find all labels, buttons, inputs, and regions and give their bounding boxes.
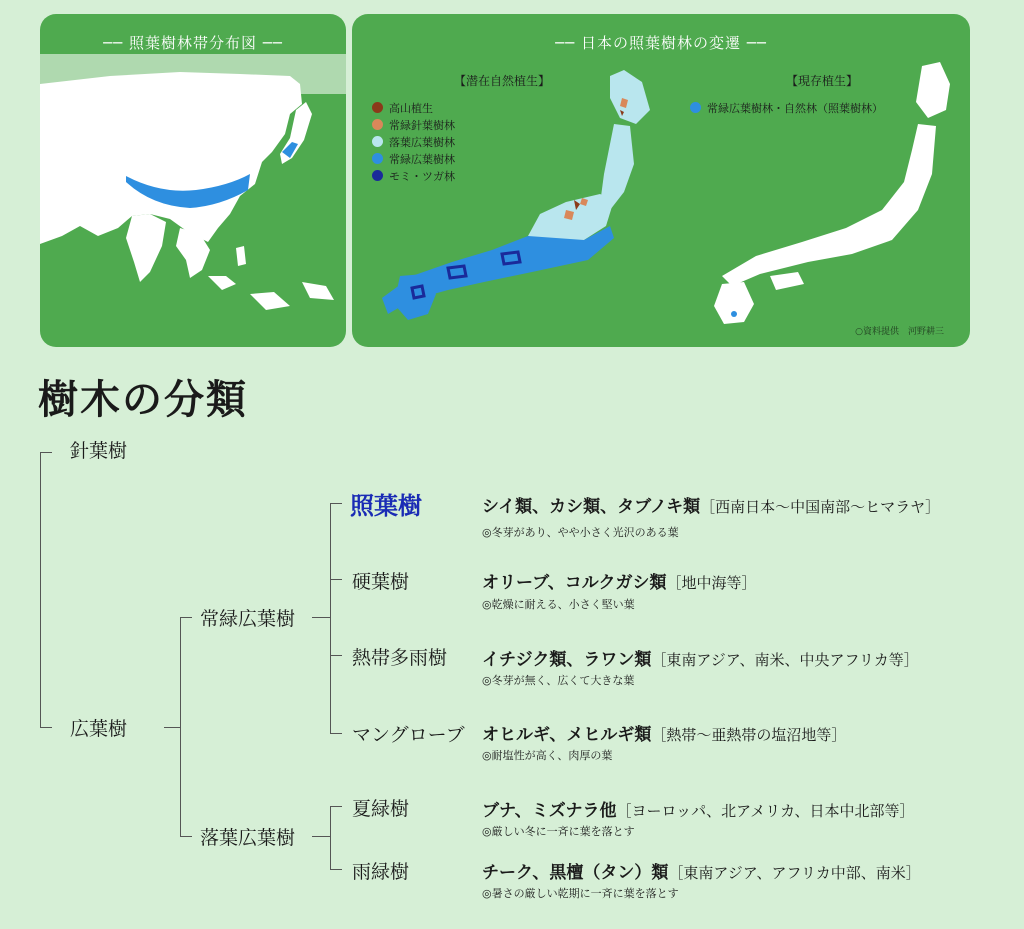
classification-title: 樹木の分類 bbox=[38, 376, 248, 423]
tree-line bbox=[330, 503, 331, 733]
current-shikoku bbox=[770, 272, 804, 290]
legend-item: モミ・ツガ林 bbox=[372, 167, 550, 184]
tree-line bbox=[330, 806, 331, 869]
summer-green-node: 夏緑樹 bbox=[352, 798, 410, 820]
tree-line bbox=[312, 617, 330, 618]
tree-line bbox=[40, 452, 41, 727]
conifer-node: 針葉樹 bbox=[70, 440, 128, 462]
type-example: オリーブ、コルクガシ類［地中海等］ bbox=[482, 573, 757, 593]
legend-item: 落葉広葉樹林 bbox=[372, 133, 550, 150]
tree-line bbox=[180, 617, 181, 836]
type-note: ◎冬芽が無く、広くて大きな葉 bbox=[482, 674, 635, 687]
tree-line bbox=[330, 733, 342, 734]
sclerophyll-node: 硬葉樹 bbox=[352, 571, 410, 593]
tree-line bbox=[330, 869, 342, 870]
deciduous-broadleaf-node: 落葉広葉樹 bbox=[200, 827, 296, 849]
legend-item: 常緑針葉樹林 bbox=[372, 116, 550, 133]
potential-vegetation-map bbox=[382, 70, 650, 320]
tree-line bbox=[40, 727, 52, 728]
tree-line bbox=[164, 727, 180, 728]
tree-line bbox=[330, 579, 342, 580]
islands bbox=[208, 246, 334, 310]
legend-item: 常緑広葉樹林 bbox=[372, 150, 550, 167]
tree-line bbox=[330, 503, 342, 504]
type-example: チーク、黒檀（タン）類［東南アジア、アフリカ中部、南米］ bbox=[482, 863, 921, 883]
rain-green-node: 雨緑樹 bbox=[352, 861, 410, 883]
current-vegetation-map bbox=[714, 62, 950, 324]
broadleaf-node: 広葉樹 bbox=[70, 718, 128, 740]
type-note: ◎厳しい冬に一斉に葉を落とす bbox=[482, 825, 635, 838]
type-note: ◎暑さの厳しい乾期に一斉に葉を落とす bbox=[482, 887, 679, 900]
evergreen-broadleaf-node: 常緑広葉樹 bbox=[200, 608, 296, 630]
type-note: ◎乾燥に耐える、小さく堅い葉 bbox=[482, 598, 635, 611]
current-kyushu bbox=[714, 282, 754, 324]
current-legend-heading: 【現存植生】 bbox=[786, 74, 859, 88]
tree-line bbox=[330, 806, 342, 807]
japan-map-panel bbox=[352, 14, 970, 347]
current-hokkaido bbox=[916, 62, 950, 118]
type-example: オヒルギ、メヒルギ類［熱帯～亜熱帯の塩沼地等］ bbox=[482, 725, 847, 745]
type-example: イチジク類、ラワン類［東南アジア、南米、中央アフリカ等］ bbox=[482, 650, 919, 670]
tree-line bbox=[40, 452, 52, 453]
mangrove-node: マングローブ bbox=[352, 724, 465, 746]
japan-maps bbox=[352, 14, 970, 347]
type-example: シイ類、カシ類、タブノキ類［西南日本～中国南部～ヒマラヤ］ bbox=[482, 497, 941, 517]
laurel-tree-node: 照葉樹 bbox=[350, 491, 422, 520]
asia-map bbox=[40, 14, 346, 347]
type-example: ブナ、ミズナラ他［ヨーロッパ、北アメリカ、日本中北部等］ bbox=[482, 801, 915, 821]
legend-item: 高山植生 bbox=[372, 99, 550, 116]
potential-legend-heading: 【潜在自然植生】 bbox=[454, 74, 551, 88]
tree-line bbox=[312, 836, 330, 837]
type-note: ◎冬芽があり、やや小さく光沢のある葉 bbox=[482, 526, 679, 539]
asia-map-panel bbox=[40, 14, 346, 347]
asia-map-title: ── 照葉樹林帯分布図 ── bbox=[103, 34, 283, 52]
legend-item: 常緑広葉樹林・自然林（照葉樹林） bbox=[690, 99, 883, 116]
hokkaido bbox=[610, 70, 650, 124]
asia-landmass bbox=[40, 72, 302, 244]
india-landmass bbox=[126, 214, 166, 282]
tree-line bbox=[180, 617, 192, 618]
tree-line bbox=[180, 836, 192, 837]
source-credit: ○資料提供 河野耕三 bbox=[855, 327, 944, 337]
tropical-rain-tree-node: 熱帯多雨樹 bbox=[352, 647, 448, 669]
tree-line bbox=[330, 655, 342, 656]
current-honshu bbox=[722, 124, 936, 286]
type-note: ◎耐塩性が高く、肉厚の葉 bbox=[482, 749, 613, 762]
japan-map-title: ── 日本の照葉樹林の変遷 ── bbox=[555, 34, 767, 52]
